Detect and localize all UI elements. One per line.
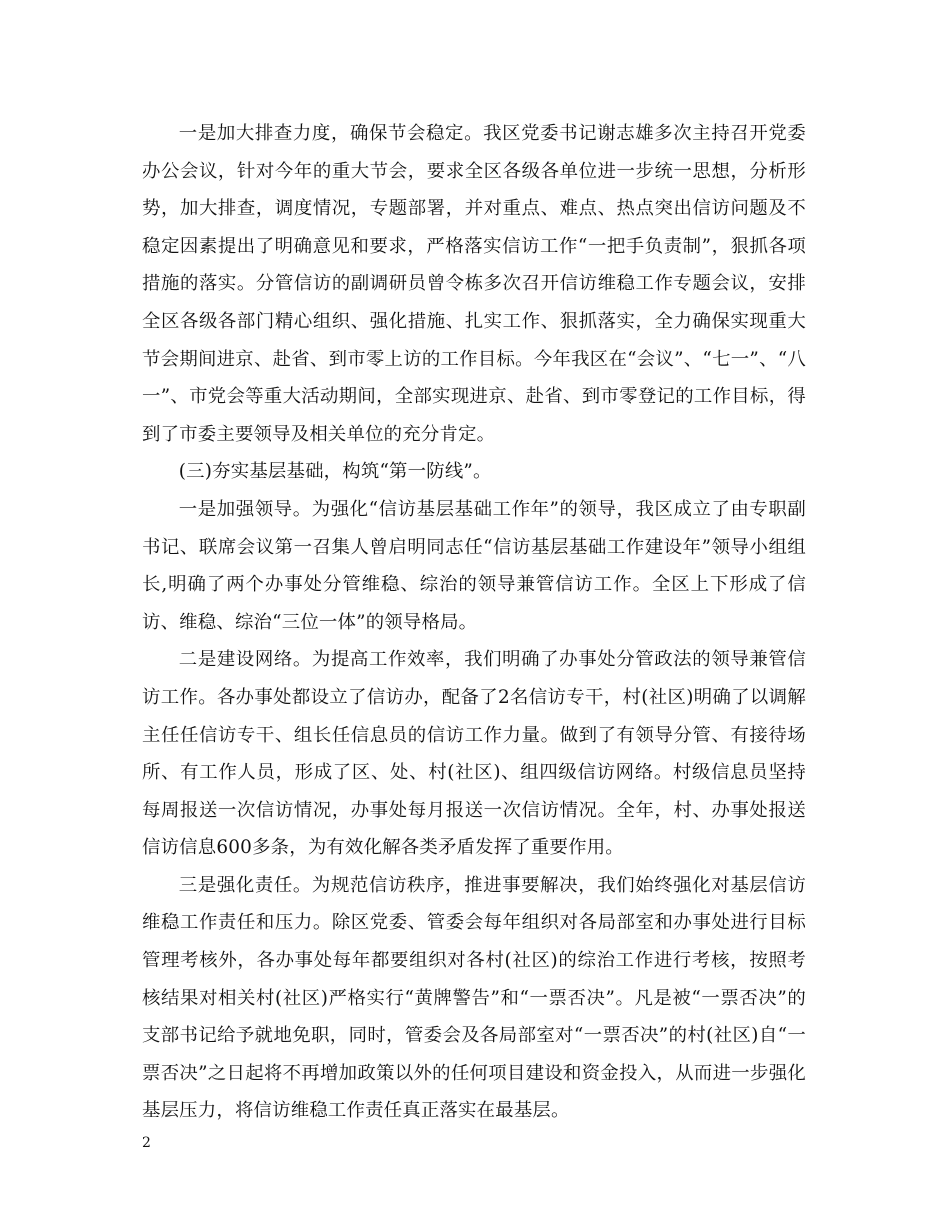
paragraph-responsibility: 三是强化责任。为规范信访秩序，推进事要解决，我们始终强化对基层信访维稳工作责任和压力。除区党委、管委会每年组织对各局部室和办事处进行目标管理考核外，各办事处每年都要组织对各村(社区)的综治工作进行考核，按照考核结果对相关村(社区)严格实行“黄牌警告”和“一票否决”。凡是被“一票否决”的支部书记给予就地免职，同时，管委会及各局部室对“一票否决”的村(社区)自“一票否决”之日起将不再增加政策以外的任何项目建设和资金投入，从而进一步强化基层压力，将信访维稳工作责任真正落实在最基层。 [142,874,807,1122]
page-number: 2 [142,1135,151,1151]
section-heading: (三)夯实基层基础，构筑“第一防线”。 [178,461,492,483]
paragraph-investigation: 一是加大排查力度，确保节会稳定。我区党委书记谢志雄多次主持召开党委办公会议，针对今年的重大节会，要求全区各级各单位进一步统一思想，分析形势，加大排查，调度情况，专题部署，并对重点、难点、热点突出信访问题及不稳定因素提出了明确意见和要求，严格落实信访工作“一把手负责制”，狠抓各项措施的落实。分管信访的副调研员曾令栋多次召开信访维稳工作专题会议，安排全区各级各部门精心组织、强化措施、扎实工作、狠抓落实，全力确保实现重大节会期间进京、赴省、到市零上访的工作目标。今年我区在“会议”、“七一”、“八一”、市党会等重大活动期间，全部实现进京、赴省、到市零登记的工作目标，得到了市委主要领导及相关单位的充分肯定。 [142,123,806,445]
paragraph-leadership: 一是加强领导。为强化“信访基层基础工作年”的领导，我区成立了由专职副书记、联席会议第一召集人曾启明同志任“信访基层基础工作建设年”领导小组组长,明确了两个办事处分管维稳、综治的领导兼管信访工作。全区上下形成了信访、维稳、综治“三位一体”的领导格局。 [142,498,806,633]
paragraph-network: 二是建设网络。为提高工作效率，我们明确了办事处分管政法的领导兼管信访工作。各办事处都设立了信访办，配备了2名信访专干，村(社区)明确了以调解主任任信访专干、组长任信息员的信访工作力量。做到了有领导分管、有接待场所、有工作人员，形成了区、处、村(社区)、组四级信访网络。村级信息员坚持每周报送一次信访情况，办事处每月报送一次信访情况。全年，村、办事处报送信访信息600多条，为有效化解各类矛盾发挥了重要作用。 [142,649,806,859]
body-text [142,115,806,1130]
